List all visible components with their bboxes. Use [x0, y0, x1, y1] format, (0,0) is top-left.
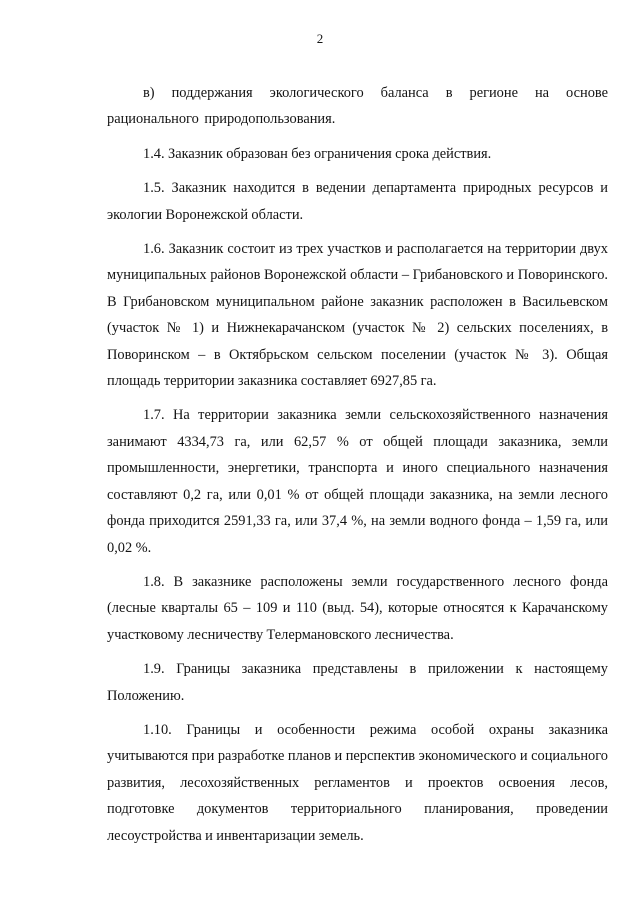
paragraph-1-5: 1.5. Заказник находится в ведении департамента природных ресурсов и экологии Воронежской области. [107, 180, 608, 223]
paragraph-1-7: 1.7. На территории заказника земли сельскохозяйственного назначения занимают 4334,73 га, или 62,57 % от общей площади заказника, земли промышленности, энергетики, транспорта и иного специального назначения составляют 0,2 га, или 0,01 % от общей площади заказника, на земли лесного фонда приходится 2591,33 га, или 37,4 %, на земли водного фонда – 1,59 га, или 0,02 %. [107, 407, 608, 556]
paragraph-1-8: 1.8. В заказнике расположены земли государственного лесного фонда (лесные кварталы 65 – 109 и 110 (выд. 54), которые относятся к Карачанскому участковому лесничеству Телермановского лесничества. [107, 573, 608, 643]
paragraph-1-9: 1.9. Границы заказника представлены в приложении к настоящему Положению. [107, 661, 608, 704]
paragraph-1-4: 1.4. Заказник образован без ограничения срока действия. [143, 145, 492, 162]
paragraph-1-10: 1.10. Границы и особенности режима особой охраны заказника учитываются при разработке планов и перспектив экономического и социального развития, лесохозяйственных регламентов и проектов освоения лесов, подготовке документов территориального планирования, проведении лесоустройства и инвентаризации земель. [107, 721, 608, 844]
document-body [107, 80, 608, 849]
paragraph-1-6: 1.6. Заказник состоит из трех участков и располагается на территории двух муниципальных районов Воронежской области – Грибановского и Поворинского. В Грибановском муниципальном районе заказник расположен в Васильевском (участок № 1) и Нижнекарачанском (участок № 2) сельских поселениях, в Поворинском – в Октябрьском сельском поселении (участок № 3). Общая площадь территории заказника составляет 6927,85 га. [107, 241, 608, 390]
page-number: 2 [316, 31, 324, 46]
paragraph-ecological-balance: в) поддержания экологического баланса в регионе на основе рационального природопользования. [107, 85, 608, 128]
